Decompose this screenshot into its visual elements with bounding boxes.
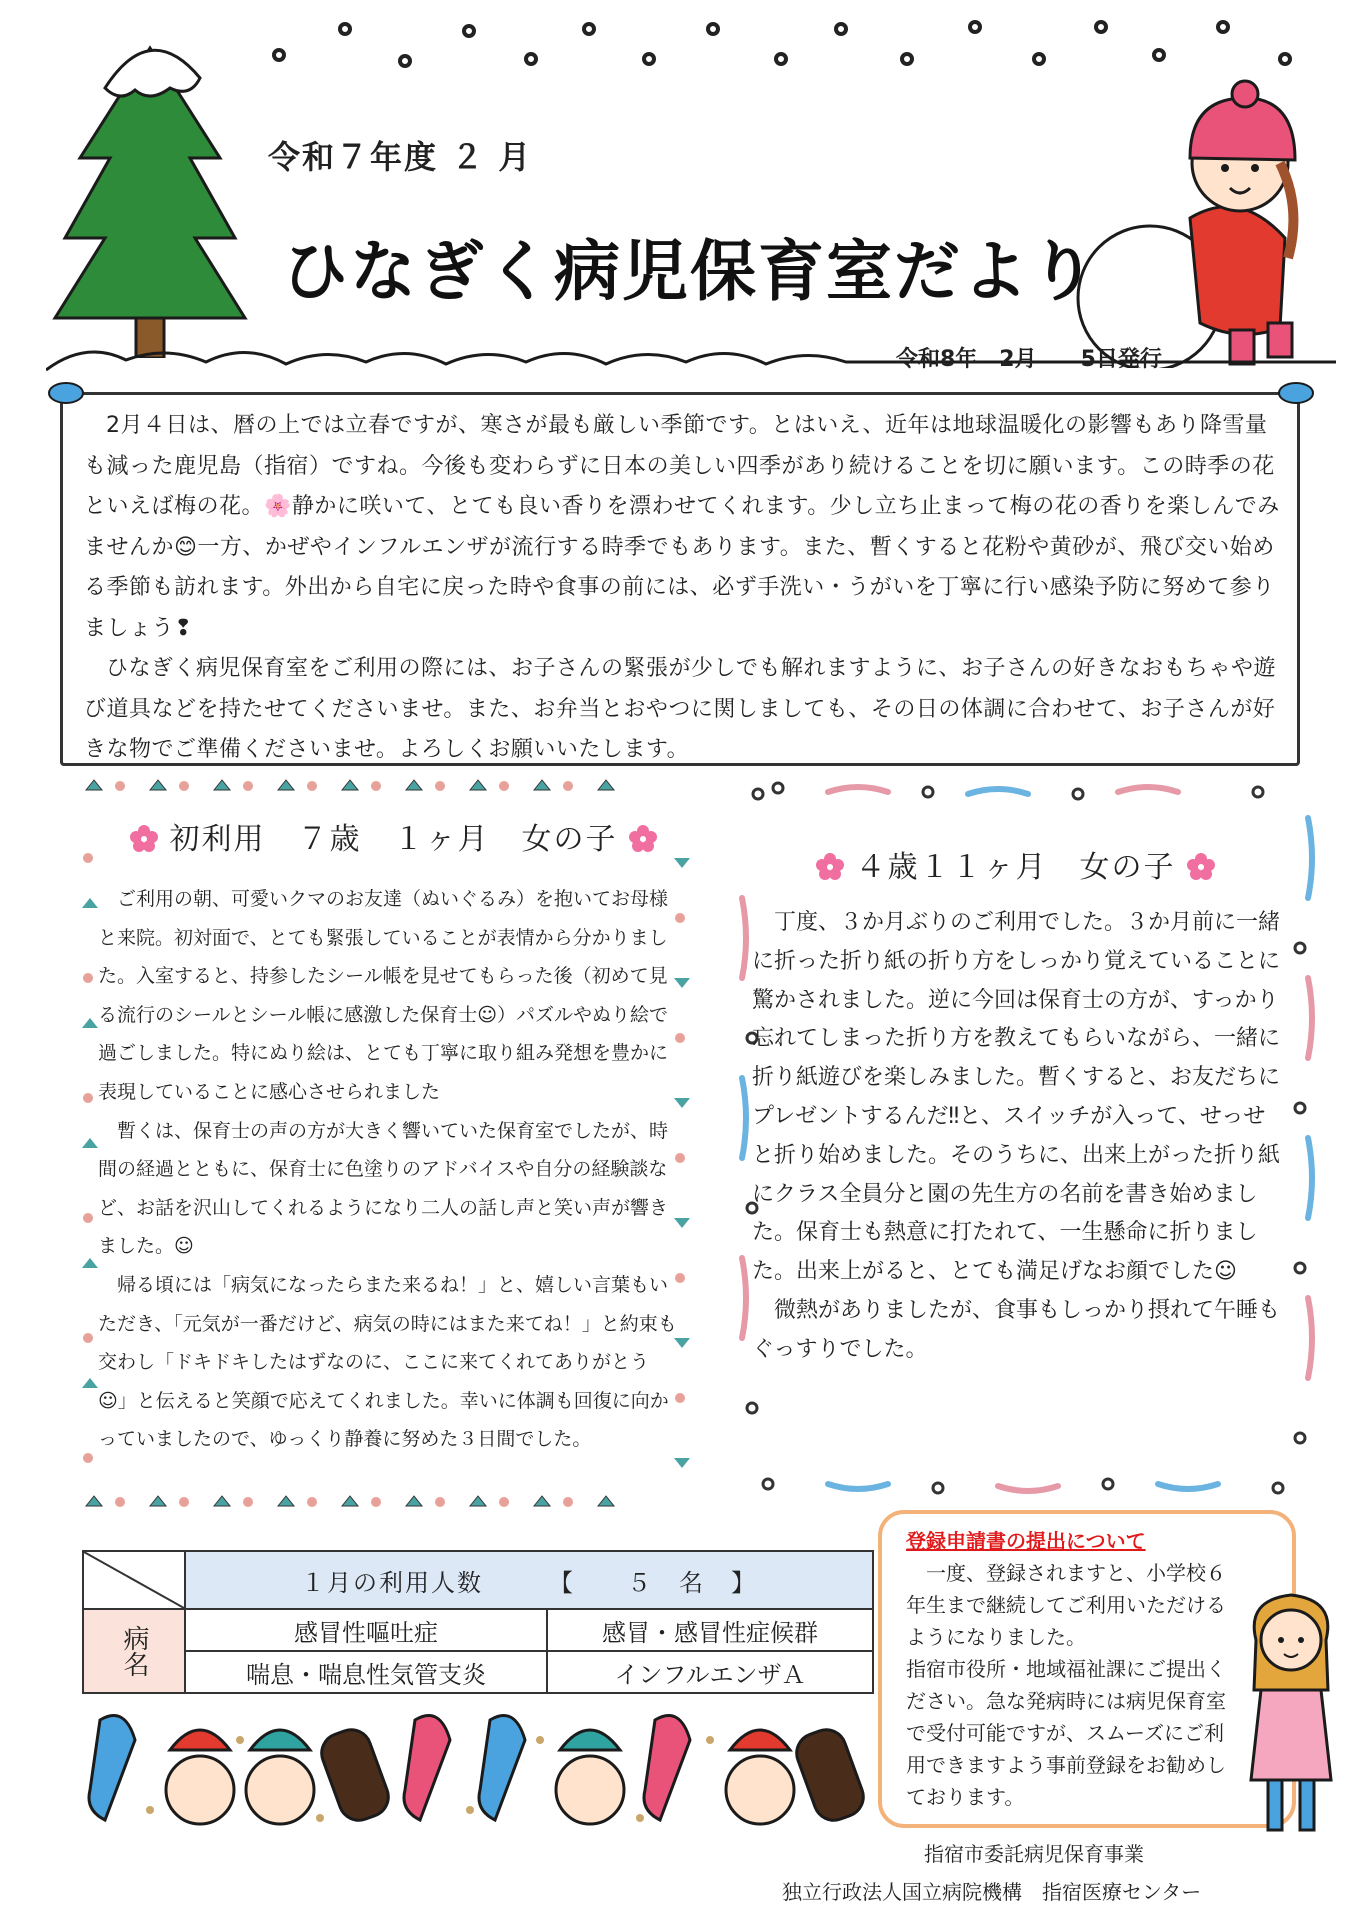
story1-paragraph: 帰る頃には「病気になったらまた来るね！」と、嬉しい言葉もいただき、「元気が一番だけど、病気の時にはまた来てね！」と約束も交わし「ドキドキしたはずなのに、ここに来てくれてありがとう☺」と伝えると笑顔で応えてくれました。幸いに体調も回復に向かっていましたので、ゆっくり静養に努めた３日間でした。 <box>98 1273 677 1451</box>
issue-date: 令和8年 2月 5日発行 <box>896 347 1162 372</box>
flower-icon <box>130 825 158 853</box>
registration-title: 登録申請書の提出について <box>906 1529 1146 1553</box>
scroll-curl-right-icon <box>1276 380 1316 406</box>
registration-paragraph: 一度、登録されますと、小学校６年生まで継続してご利用いただけるようになりました。 <box>906 1561 1226 1649</box>
story1-paragraph: 暫くは、保育士の声の方が大きく響いていた保育室でしたが、時間の経過とともに、保育士に色塗りのアドバイスや自分の経験談など、お話を沢山してくれるようになり二人の話し声と笑い声が響きました。☺ <box>98 1119 669 1258</box>
nurse-girl-illustration <box>1236 1580 1346 1840</box>
registration-paragraph: 指宿市役所・地域福祉課にご提出ください。急な発病時には病児保育室で受付可能ですが、スムーズにご利用できますよう事前登録をお勧めしております。 <box>906 1657 1226 1809</box>
fiscal-year-month: 令和７年度 ２ 月 <box>268 138 533 176</box>
flower-icon <box>629 825 657 853</box>
illness-cell: 喘息・喘息性気管支炎 <box>185 1651 547 1693</box>
story2-paragraph: 丁度、３か月ぶりのご利用でした。３か月前に一緒に折った折り紙の折り方をしっかり覚えていることに驚かされました。逆に今回は保育士の方が、すっかり忘れてしまった折り方を教えてもらいながら、一緒に折り紙遊びを楽しみました。暫くすると、お友だちにプレゼントするんだ‼と、スイッチが入って、せっせと折り始めました。そのうちに、出来上がった折り紙にクラス全員分と園の先生方の名前を書き始めました。保育士も熱意に打たれて、一生懸命に折りました。出来上がると、とても満足げなお顔でした☺ <box>752 910 1281 1285</box>
story2-title-text: ４歳１１ヶ月 女の子 <box>855 850 1176 885</box>
footer-program: 指宿市委託病児保育事業 <box>924 1842 1144 1866</box>
story2-title <box>816 842 1215 886</box>
intro-paragraph: 2月４日は、暦の上では立春ですが、寒さが最も厳しい季節です。とはいえ、近年は地球温暖化の影響もあり降雪量も減った鹿児島（指宿）ですね。今後も変わらずに日本の美しい四季があり続けることを切に願います。この時季の花といえば梅の花。🌸静かに咲いて、とても良い香りを漂わせてくれます。少し立ち止まって梅の花の香りを楽しんでみませんか😊一方、かぜやインフルエンザが流行する時季でもあります。また、暫くすると花粉や黄砂が、飛び交い始める季節も訪れます。外出から自宅に戻った時や食事の前には、必ず手洗い・うがいを丁寧に行い感染予防に努めて参りましょう❢ <box>84 413 1280 641</box>
scroll-curl-left-icon <box>46 380 86 406</box>
story2-text <box>752 904 1282 1370</box>
flower-icon <box>1187 853 1215 881</box>
snowy-tree-illustration <box>50 18 250 358</box>
intro-paragraph: ひなぎく病児保育室をご利用の際には、お子さんの緊張が少しでも解れますように、お子さんの好きなおもちゃや遊び道具などを持たせてくださいませ。また、お弁当とおやつに関しましても、その日の体調に合わせて、お子さんが好きな物でご準備くださいませ。よろしくお願いいたします。 <box>84 656 1277 762</box>
flower-icon <box>816 853 844 881</box>
illness-cell: インフルエンザＡ <box>547 1651 873 1693</box>
newsletter-title: ひなぎく病児保育室だより <box>282 233 1098 310</box>
illness-row-label: 病名 <box>83 1609 185 1693</box>
story1-text <box>98 880 678 1459</box>
registration-text <box>906 1557 1236 1813</box>
intro-text <box>84 406 1284 771</box>
illness-cell: 感冒・感冒性症候群 <box>547 1609 873 1651</box>
footer-organization: 独立行政法人国立病院機構 指宿医療センター <box>782 1880 1202 1904</box>
setsubun-illustration-row <box>80 1700 870 1830</box>
usage-table <box>82 1550 874 1694</box>
story1-paragraph: ご利用の朝、可愛いクマのお友達（ぬいぐるみ）を抱いてお母様と来院。初対面で、とても緊張していることが表情から分かりました。入室すると、持参したシール帳を見せてもらった後（初めて見る流行のシールとシール帳に感激した保育士☺）パズルやぬり絵で過ごしました。特にぬり絵は、とても丁寧に取り組み発想を豊かに表現していることに感心させられました <box>98 888 669 1103</box>
usage-count-header: １月の利用人数 【 ５ 名 】 <box>185 1551 873 1609</box>
illness-cell: 感冒性嘔吐症 <box>185 1609 547 1651</box>
table-corner-cell <box>83 1551 185 1609</box>
story1-title-text: 初利用 ７歳 １ヶ月 女の子 <box>169 822 618 857</box>
story1-title <box>130 814 657 858</box>
story2-paragraph: 微熱がありましたが、食事もしっかり摂れて午睡もぐっすりでした。 <box>752 1297 1281 1362</box>
